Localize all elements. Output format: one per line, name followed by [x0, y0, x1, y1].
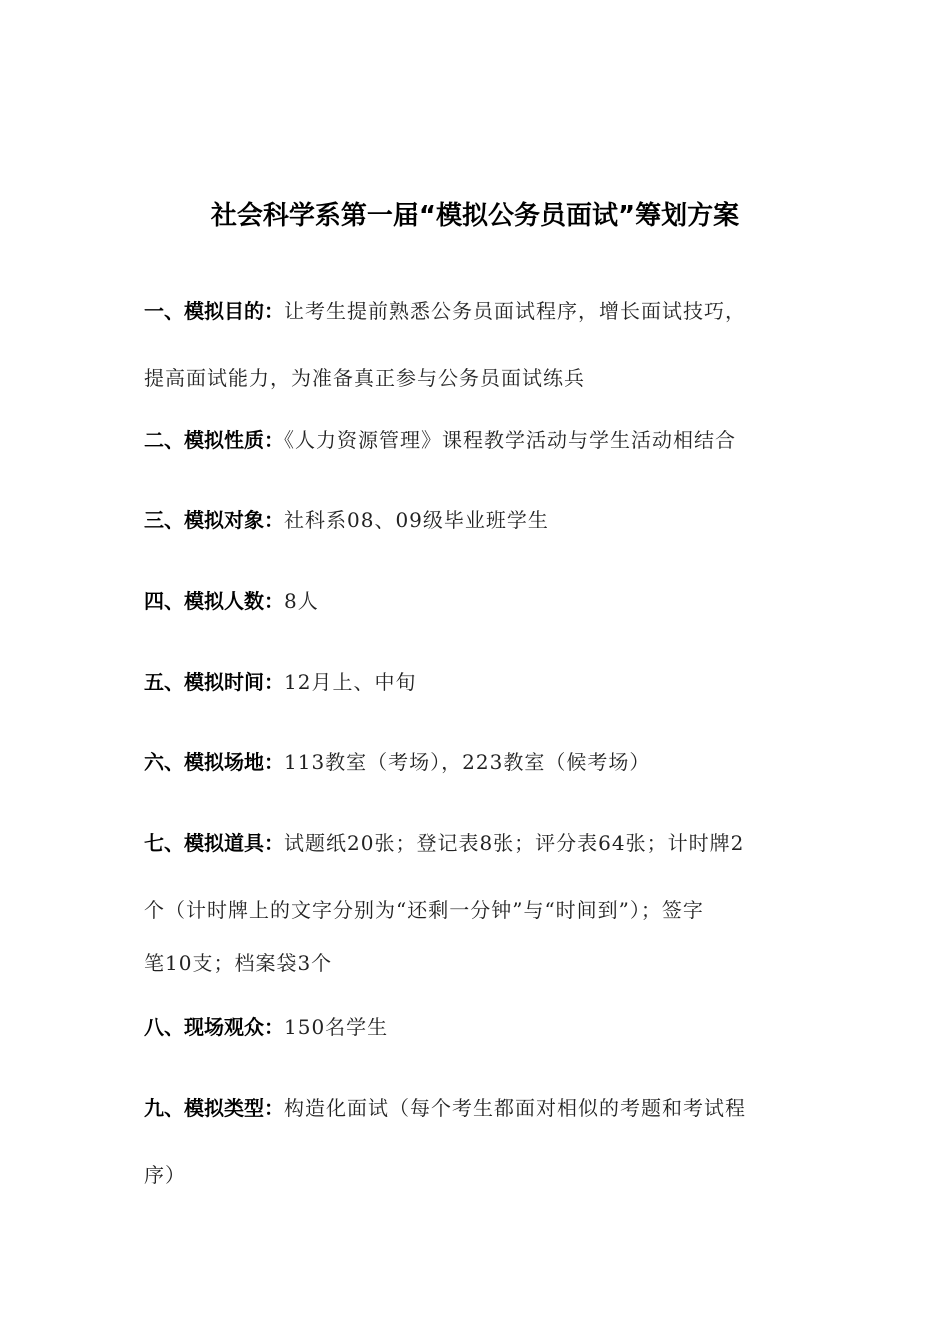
section-target: [144, 505, 808, 535]
page-title: 社会科学系第一届“模拟公务员面试”筹划方案: [210, 201, 740, 231]
section-content: 让考生提前熟悉公务员面试程序，增长面试技巧，: [284, 299, 746, 323]
section-purpose: [144, 296, 808, 393]
section-content: 150名学生: [284, 1015, 389, 1039]
section-label: 五、模拟时间：: [144, 670, 284, 694]
section-label: 七、模拟道具：: [144, 831, 284, 855]
section-headcount: [144, 586, 808, 616]
section-label: 三、模拟对象：: [144, 508, 284, 532]
section-label: 九、模拟类型：: [144, 1096, 284, 1120]
section-label: 六、模拟场地：: [144, 750, 284, 774]
section-venue: [144, 747, 808, 777]
section-content: 《人力资源管理》课程教学活动与学生活动相结合: [284, 428, 736, 452]
section-audience: [144, 1012, 808, 1042]
section-content: 试题纸20张；登记表8张；评分表64张；计时牌2: [284, 831, 745, 855]
section-content-continued: 个（计时牌上的文字分别为“还剩一分钟”与“时间到”）；签字: [144, 898, 704, 922]
section-content: 社科系08、09级毕业班学生: [284, 508, 549, 532]
section-label: 一、模拟目的：: [144, 299, 284, 323]
section-label: 八、现场观众：: [144, 1015, 284, 1039]
section-props: [144, 828, 808, 978]
section-label: 四、模拟人数：: [144, 589, 284, 613]
section-content-continued: 序）: [144, 1163, 186, 1187]
section-time: [144, 667, 808, 697]
section-content: 12月上、中旬: [284, 670, 417, 694]
section-type: [144, 1093, 808, 1190]
section-content: 8人: [284, 589, 319, 613]
section-content-continued: 笔10支；档案袋3个: [144, 951, 333, 975]
section-content: 构造化面试（每个考生都面对相似的考题和考试程: [284, 1096, 746, 1120]
section-label: 二、模拟性质：: [144, 428, 284, 452]
section-nature: [144, 425, 808, 455]
section-content-continued: 提高面试能力，为准备真正参与公务员面试练兵: [144, 366, 585, 390]
section-content: 113教室（考场），223教室（候考场）: [284, 750, 651, 774]
